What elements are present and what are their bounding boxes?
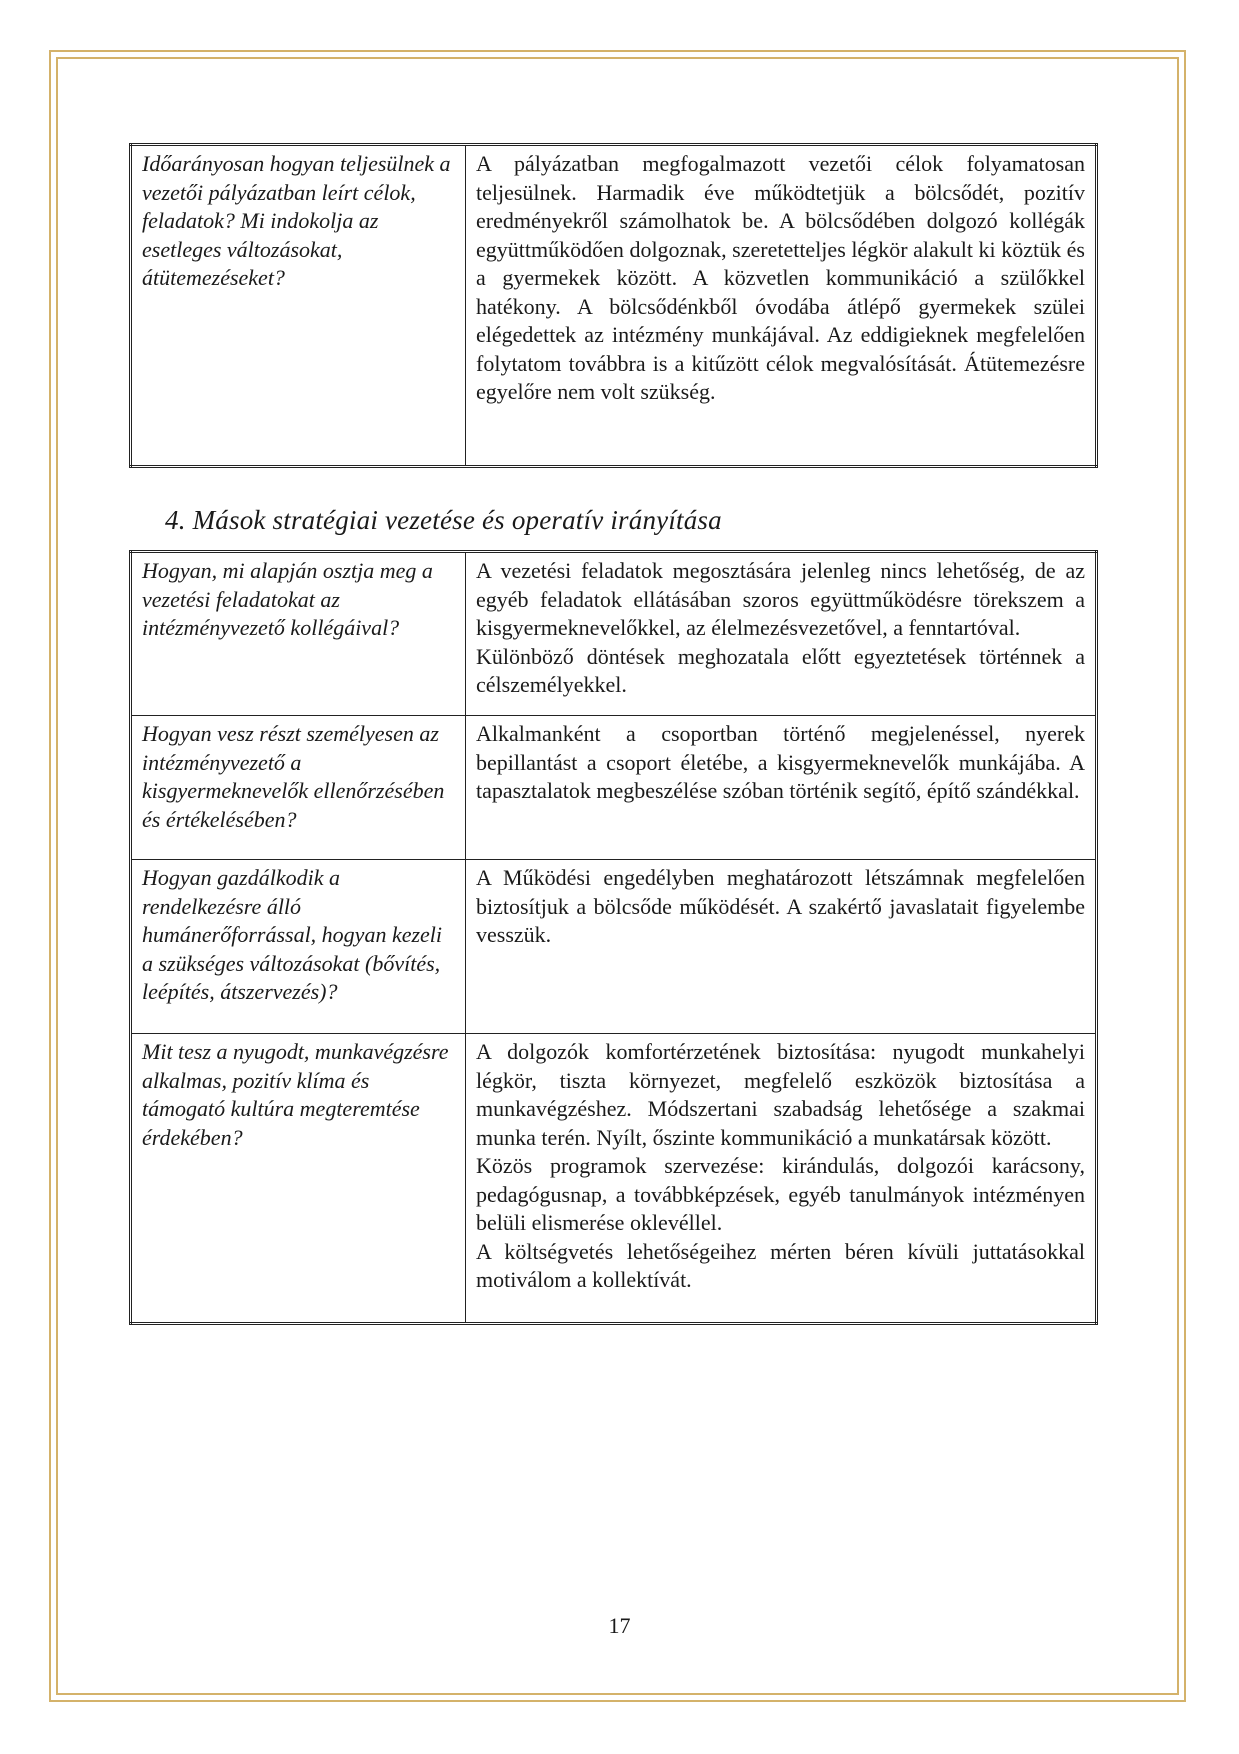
answer-cell bbox=[466, 860, 1097, 1034]
answer-paragraph: A dolgozók komfortérzetének biztosítása: nyugodt munkahelyi légkör, tiszta környezet, megfelelő eszközök biztosítása a munkavégzéshez. Módszertani szabadság lehetősége a szakmai munka terén. Nyílt, őszinte kommunikáció a munkatársak között. bbox=[476, 1039, 1085, 1150]
answer-paragraph: A Működési engedélyben meghatározott létszámnak megfelelően biztosítjuk a bölcsőde működését. A szakértő javaslatait figyelembe vesszük. bbox=[476, 865, 1085, 947]
question-cell: Hogyan vesz részt személyesen az intézményvezető a kisgyermeknevelők ellenőrzésében és értékelésében? bbox=[131, 716, 466, 860]
question-cell: Időarányosan hogyan teljesülnek a vezetői pályázatban leírt célok, feladatok? Mi indokolja az esetleges változásokat, átütemezéseket? bbox=[131, 145, 466, 467]
leadership-table bbox=[129, 550, 1098, 1325]
goals-table bbox=[129, 143, 1098, 468]
table-row bbox=[131, 145, 1097, 467]
answer-cell bbox=[466, 145, 1097, 467]
table-row bbox=[131, 860, 1097, 1034]
question-cell: Hogyan, mi alapján osztja meg a vezetési feladatokat az intézményvezető kollégáival? bbox=[131, 552, 466, 716]
table-row bbox=[131, 716, 1097, 860]
answer-cell bbox=[466, 716, 1097, 860]
question-cell: Mit tesz a nyugodt, munkavégzésre alkalmas, pozitív klíma és támogató kultúra megteremtése érdekében? bbox=[131, 1034, 466, 1324]
answer-paragraph: A pályázatban megfogalmazott vezetői célok folyamatosan teljesülnek. Harmadik éve működtetjük a bölcsődét, pozitív eredményekről számolhatok be. A bölcsődében dolgozó kollégák együttműködően dolgoznak, szeretetteljes légkör alakult ki köztük és a gyermekek között. A közvetlen kommunikáció a szülőkkel hatékony. A bölcsődénkből óvodába átlépő gyermekek szülei elégedettek az intézmény munkájával. Az eddigieknek megfelelően folytatom továbbra is a kitűzött célok megvalósítását. Átütemezésre egyelőre nem volt szükség. bbox=[476, 151, 1085, 404]
answer-paragraph: A költségvetés lehetőségeihez mérten béren kívüli juttatásokkal motiválom a kollektívát. bbox=[476, 1238, 1085, 1292]
answer-paragraph: Közös programok szervezése: kirándulás, dolgozói karácsony, pedagógusnap, a továbbképzések, egyéb tanulmányok intézményen belüli elismerése oklevéllel. bbox=[476, 1153, 1085, 1235]
section-heading: 4. Mások stratégiai vezetése és operatív irányítása bbox=[165, 505, 722, 535]
answer-paragraph: Alkalmanként a csoportban történő megjelenéssel, nyerek bepillantást a csoport életébe, a kisgyermeknevelők munkájába. A tapasztalatok megbeszélése szóban történik segítő, építő szándékkal. bbox=[476, 721, 1085, 803]
answer-cell bbox=[466, 552, 1097, 716]
table-row bbox=[131, 1034, 1097, 1324]
page-number: 17 bbox=[608, 1613, 631, 1638]
table-row bbox=[131, 552, 1097, 716]
answer-paragraph: Különböző döntések meghozatala előtt egyeztetések történnek a célszemélyekkel. bbox=[476, 643, 1085, 697]
answer-cell bbox=[466, 1034, 1097, 1324]
answer-paragraph: A vezetési feladatok megosztására jelenleg nincs lehetőség, de az egyéb feladatok ellátásában szoros együttműködésre törekszem a kisgyermeknevelőkkel, az élelmezésvezetővel, a fenntartóval. bbox=[476, 558, 1085, 640]
question-cell: Hogyan gazdálkodik a rendelkezésre álló humánerőforrással, hogyan kezeli a szükséges változásokat (bővítés, leépítés, átszervezés)? bbox=[131, 860, 466, 1034]
